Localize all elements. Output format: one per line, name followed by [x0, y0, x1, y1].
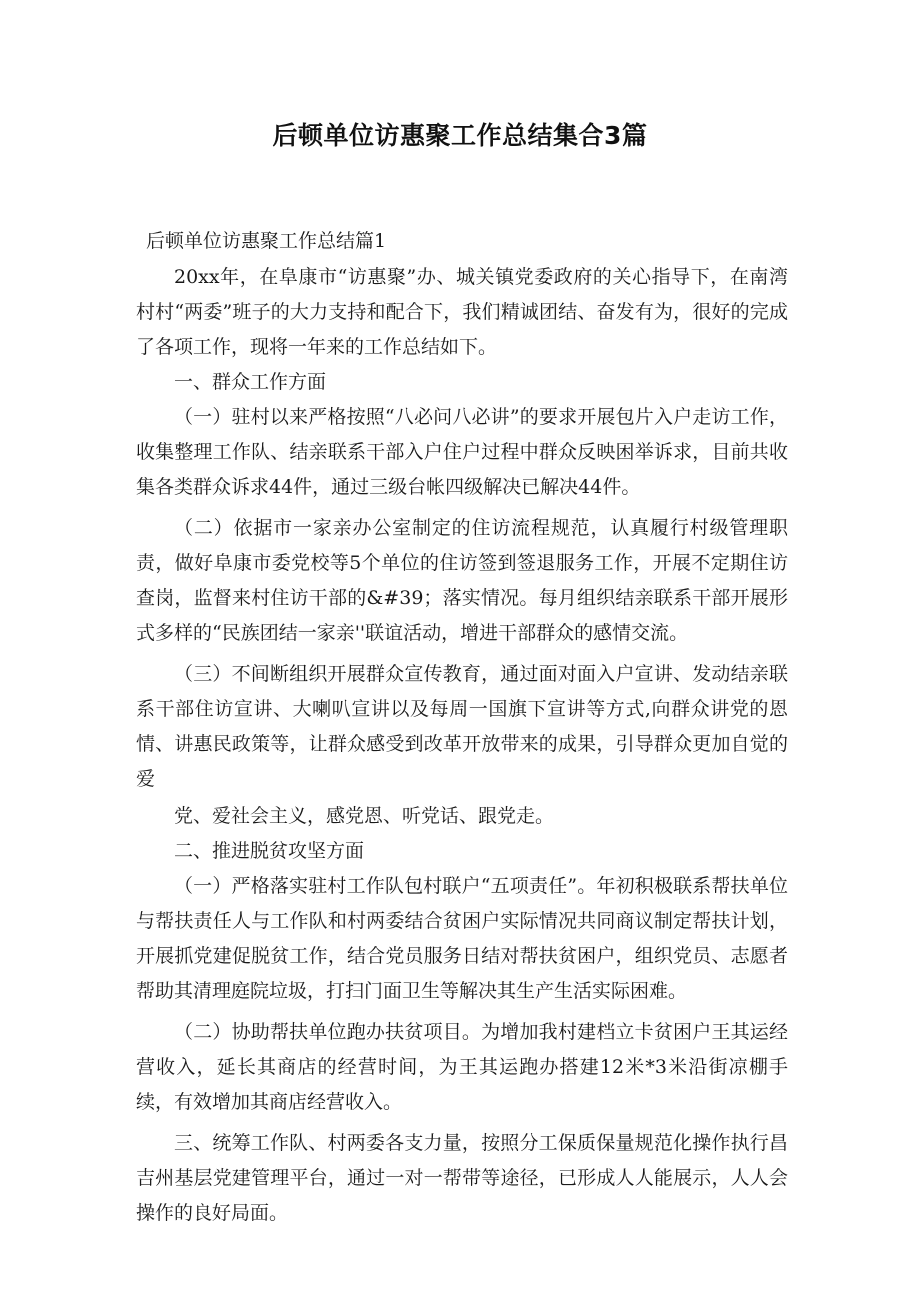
- paragraph-poverty-1: （一）严格落实驻村工作队包村联户“五项责任”。年初积极联系帮扶单位与帮扶责任人与工作队和村两委结合贫困户实际情况共同商议制定帮扶计划，开展抓党建促脱贫工作，结合党员服务日结对帮扶贫困户，组织党员、志愿者帮助其清理庭院垃圾，打扫门面卫生等解决其生产生活实际困难。: [136, 875, 788, 1002]
- paragraph-poverty-2: （二）协助帮扶单位跑办扶贫项目。为增加我村建档立卡贫困户王其运经营收入，延长其商店的经营时间，为王其运跑办搭建12米*3米沿街凉棚手续，有效增加其商店经营收入。: [136, 1021, 788, 1113]
- paragraph-mass-work-1: （一）驻村以来严格按照“八必问八必讲”的要求开展包片入户走访工作，收集整理工作队、结亲联系干部入户住户过程中群众反映困举诉求，目前共收集各类群众诉求44件，通过三级台帐四级解决已解决44件。: [136, 406, 788, 498]
- intro-paragraph: 20xx年，在阜康市“访惠聚”办、城关镇党委政府的关心指导下，在南湾村村“两委”班子的大力支持和配合下，我们精诚团结、奋发有为，很好的完成了各项工作，现将一年来的工作总结如下。: [136, 266, 788, 358]
- paragraph-mass-work-2: （二）依据市一家亲办公室制定的住访流程规范，认真履行村级管理职责，做好阜康市委党校等5个单位的住访签到签退服务工作，开展不定期住访查岗，监督来村住访干部的&#39；落实情况。每月组织结亲联系干部开展形式多样的“民族团结一家亲''联谊活动，增进干部群众的感情交流。: [136, 517, 788, 644]
- section-subtitle: 后顿单位访惠聚工作总结篇1: [146, 230, 387, 252]
- section-heading-mass-work: 一、群众工作方面: [174, 371, 327, 393]
- paragraph-mass-work-3-continued: 党、爱社会主义，感党恩、听党话、跟党走。: [174, 805, 555, 827]
- paragraph-coordination: 三、统筹工作队、村两委各支力量，按照分工保质保量规范化操作执行昌吉州基层党建管理平台，通过一对一帮带等途径，已形成人人能展示，人人会操作的良好局面。: [136, 1132, 788, 1224]
- document-title: 后顿单位访惠聚工作总结集合3篇: [272, 121, 648, 150]
- paragraph-mass-work-3: （三）不间断组织开展群众宣传教育，通过面对面入户宣讲、发动结亲联系干部住访宣讲、大喇叭宣讲以及每周一国旗下宣讲等方式,向群众讲党的恩情、讲惠民政策等，让群众感受到改革开放带来的成果，引导群众更加自觉的爱: [136, 663, 788, 790]
- document-body: [136, 225, 788, 1231]
- section-heading-poverty: 二、推进脱贫攻坚方面: [174, 840, 365, 862]
